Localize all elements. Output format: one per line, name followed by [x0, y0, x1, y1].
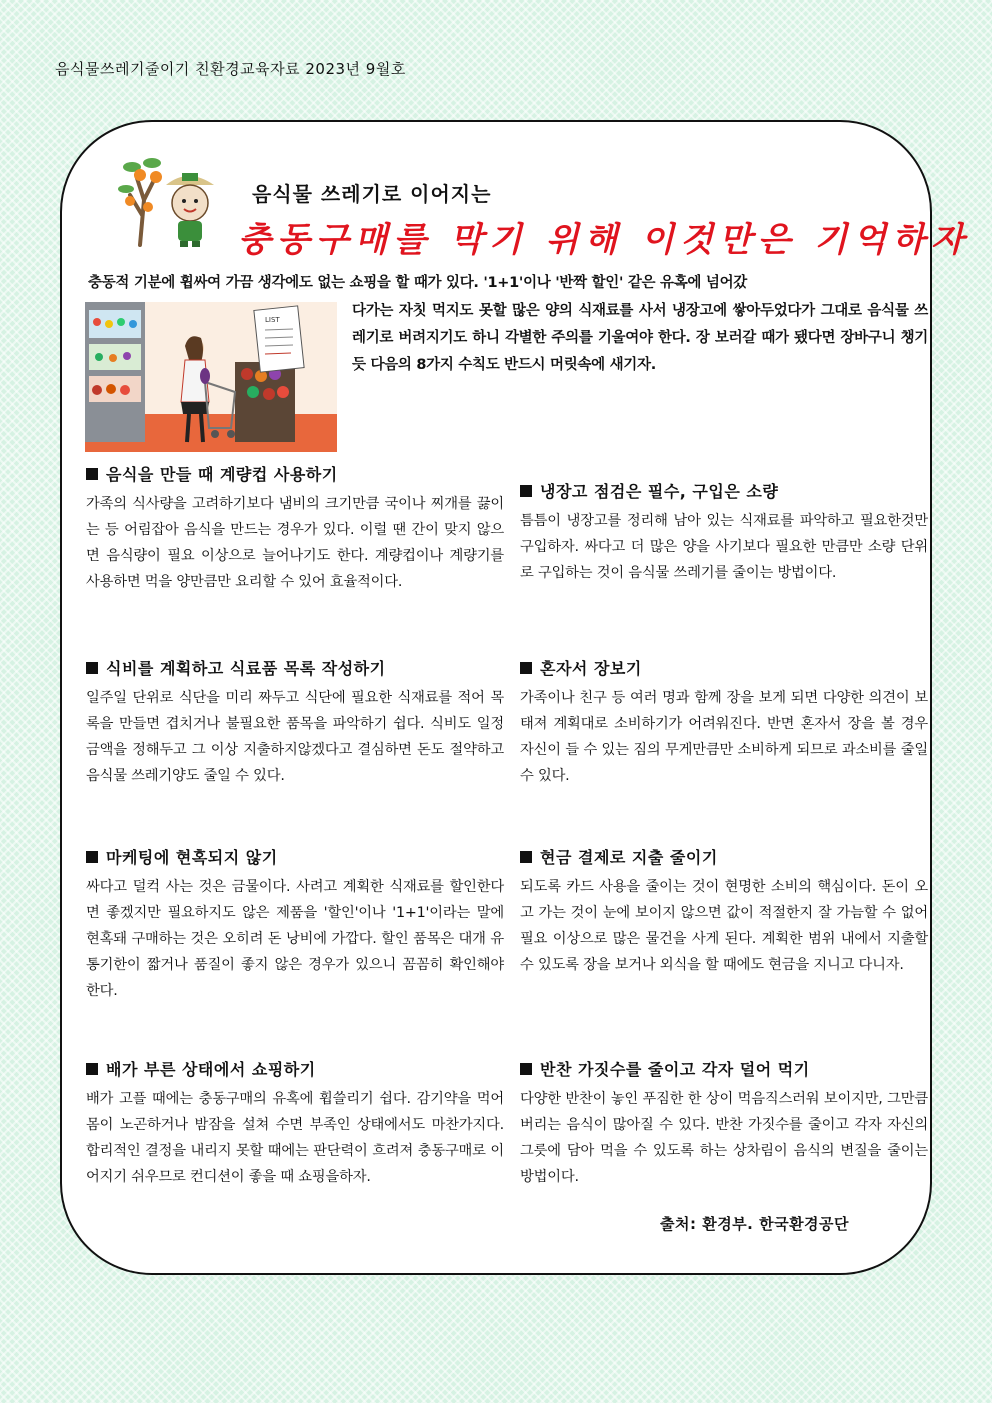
section-title: [86, 1057, 504, 1080]
section-body: 싸다고 덜컥 사는 것은 금물이다. 사려고 계획한 식재료를 할인한다면 좋겠지만 필요하지도 않은 제품을 '할인'이나 '1+1'이라는 말에 현혹돼 구매하는 것은 오히려 돈 낭비에 가깝다. 할인 품목은 대개 유통기한이 짧거나 품질이 좋지 않은 경우가 있으니 꼼꼼히 확인해야 한다.: [86, 879, 504, 999]
section-marketing: [86, 845, 504, 1004]
section-title-text: 음식을 만들 때 계량컵 사용하기: [106, 465, 338, 484]
section-title: [86, 845, 504, 868]
section-fridge-check: [520, 479, 928, 586]
square-bullet-icon: [520, 662, 532, 674]
square-bullet-icon: [86, 1063, 98, 1075]
section-grocery-list: [86, 656, 504, 789]
section-full-stomach: [86, 1057, 504, 1190]
section-cash-payment: [520, 845, 928, 978]
source-credit: 출처: 환경부. 한국환경공단: [660, 1215, 850, 1233]
square-bullet-icon: [86, 468, 98, 480]
section-title: [520, 479, 928, 502]
section-title-text: 현금 결제로 지출 줄이기: [540, 848, 718, 867]
section-title: [520, 1057, 928, 1080]
section-title-text: 식비를 계획하고 식료품 목록 작성하기: [106, 659, 386, 678]
section-title-text: 마케팅에 현혹되지 않기: [106, 848, 278, 867]
section-title: [86, 462, 504, 485]
section-title: [86, 656, 504, 679]
shopping-illustration: [85, 302, 337, 452]
section-body: 일주일 단위로 식단을 미리 짜두고 식단에 필요한 식재료를 적어 목록을 만들면 겹치거나 불필요한 품목을 파악하기 쉽다. 식비도 일정 금액을 정해두고 그 이상 지출하지않겠다고 결심하면 돈도 절약하고 음식물 쓰레기양도 줄일 수 있다.: [86, 690, 504, 784]
section-side-dishes: [520, 1057, 928, 1190]
intro-first-line: 충동적 기분에 휩싸여 가끔 생각에도 없는 쇼핑을 할 때가 있다. '1+1'이나 '반짝 할인' 같은 유혹에 넘어갔: [88, 275, 747, 291]
section-title-text: 배가 부른 상태에서 쇼핑하기: [106, 1060, 316, 1079]
section-body: 가족이나 친구 등 여러 명과 함께 장을 보게 되면 다양한 의견이 보태져 계획대로 소비하기가 어려워진다. 반면 혼자서 장을 볼 경우 자신이 들 수 있는 짐의 무게만큼만 소비하게 되므로 과소비를 줄일 수 있다.: [520, 690, 928, 784]
section-body: 되도록 카드 사용을 줄이는 것이 현명한 소비의 핵심이다. 돈이 오고 가는 것이 눈에 보이지 않으면 값이 적절한지 잘 가늠할 수 없어 필요 이상으로 많은 물건을 사게 된다. 계획한 범위 내에서 지출할 수 있도록 장을 보거나 외식을 할 때에도 현금을 지니고 다니자.: [520, 879, 928, 973]
square-bullet-icon: [86, 662, 98, 674]
section-title-text: 혼자서 장보기: [540, 659, 642, 678]
intro-body: 다가는 자칫 먹지도 못할 많은 양의 식재료를 사서 냉장고에 쌓아두었다가 그대로 음식물 쓰레기로 버려지기도 하니 각별한 주의를 기울여야 한다. 장 보러갈 때가 됐다면 장바구니 챙기듯 다음의 8가지 수칙도 반드시 머릿속에 새기자.: [352, 303, 928, 373]
section-title: [520, 845, 928, 868]
section-title-text: 냉장고 점검은 필수, 구입은 소량: [540, 482, 779, 501]
square-bullet-icon: [520, 485, 532, 497]
section-title-text: 반찬 가짓수를 줄이고 각자 덜어 먹기: [540, 1060, 810, 1079]
list-title: LIST: [265, 316, 280, 324]
square-bullet-icon: [520, 851, 532, 863]
shopping-woman-illustration: [85, 302, 337, 452]
section-measuring-cup: [86, 462, 504, 595]
main-title: 충동구매를 막기 위해 이것만은 기억하자: [238, 220, 970, 260]
mascot-persimmon-icon: [118, 145, 228, 250]
section-body: 틈틈이 냉장고를 정리해 남아 있는 식재료를 파악하고 필요한것만 구입하자. 싸다고 더 많은 양을 사기보다 필요한 만큼만 소량 단위로 구입하는 것이 음식물 쓰레기를 줄이는 방법이다.: [520, 513, 928, 581]
section-title: [520, 656, 928, 679]
section-shop-alone: [520, 656, 928, 789]
subtitle: 음식물 쓰레기로 이어지는: [252, 182, 492, 206]
square-bullet-icon: [86, 851, 98, 863]
section-body: 다양한 반찬이 놓인 푸짐한 한 상이 먹음직스러워 보이지만, 그만큼 버리는 음식이 많아질 수 있다. 반찬 가짓수를 줄이고 각자 자신의 그릇에 담아 먹을 수 있도록 하는 상차림이 음식의 변질을 줄이는 방법이다.: [520, 1091, 928, 1185]
section-body: 배가 고플 때에는 충동구매의 유혹에 휩쓸리기 쉽다. 감기약을 먹어 몸이 노곤하거나 밤잠을 설쳐 수면 부족인 상태에서도 마찬가지다. 합리적인 결정을 내리지 못할 때에는 판단력이 흐려져 충동구매로 이어지기 쉬우므로 컨디션이 좋을 때 쇼핑을하자.: [86, 1091, 504, 1185]
square-bullet-icon: [520, 1063, 532, 1075]
section-body: 가족의 식사량을 고려하기보다 냄비의 크기만큼 국이나 찌개를 끓이는 등 어림잡아 음식을 만드는 경우가 있다. 이럴 땐 간이 맞지 않으면 음식량이 필요 이상으로 늘어나기도 한다. 계량컵이나 계량기를 사용하면 먹을 양만큼만 요리할 수 있어 효율적이다.: [86, 496, 504, 590]
page-header: 음식물쓰레기줄이기 친환경교육자료 2023년 9월호: [55, 60, 406, 78]
